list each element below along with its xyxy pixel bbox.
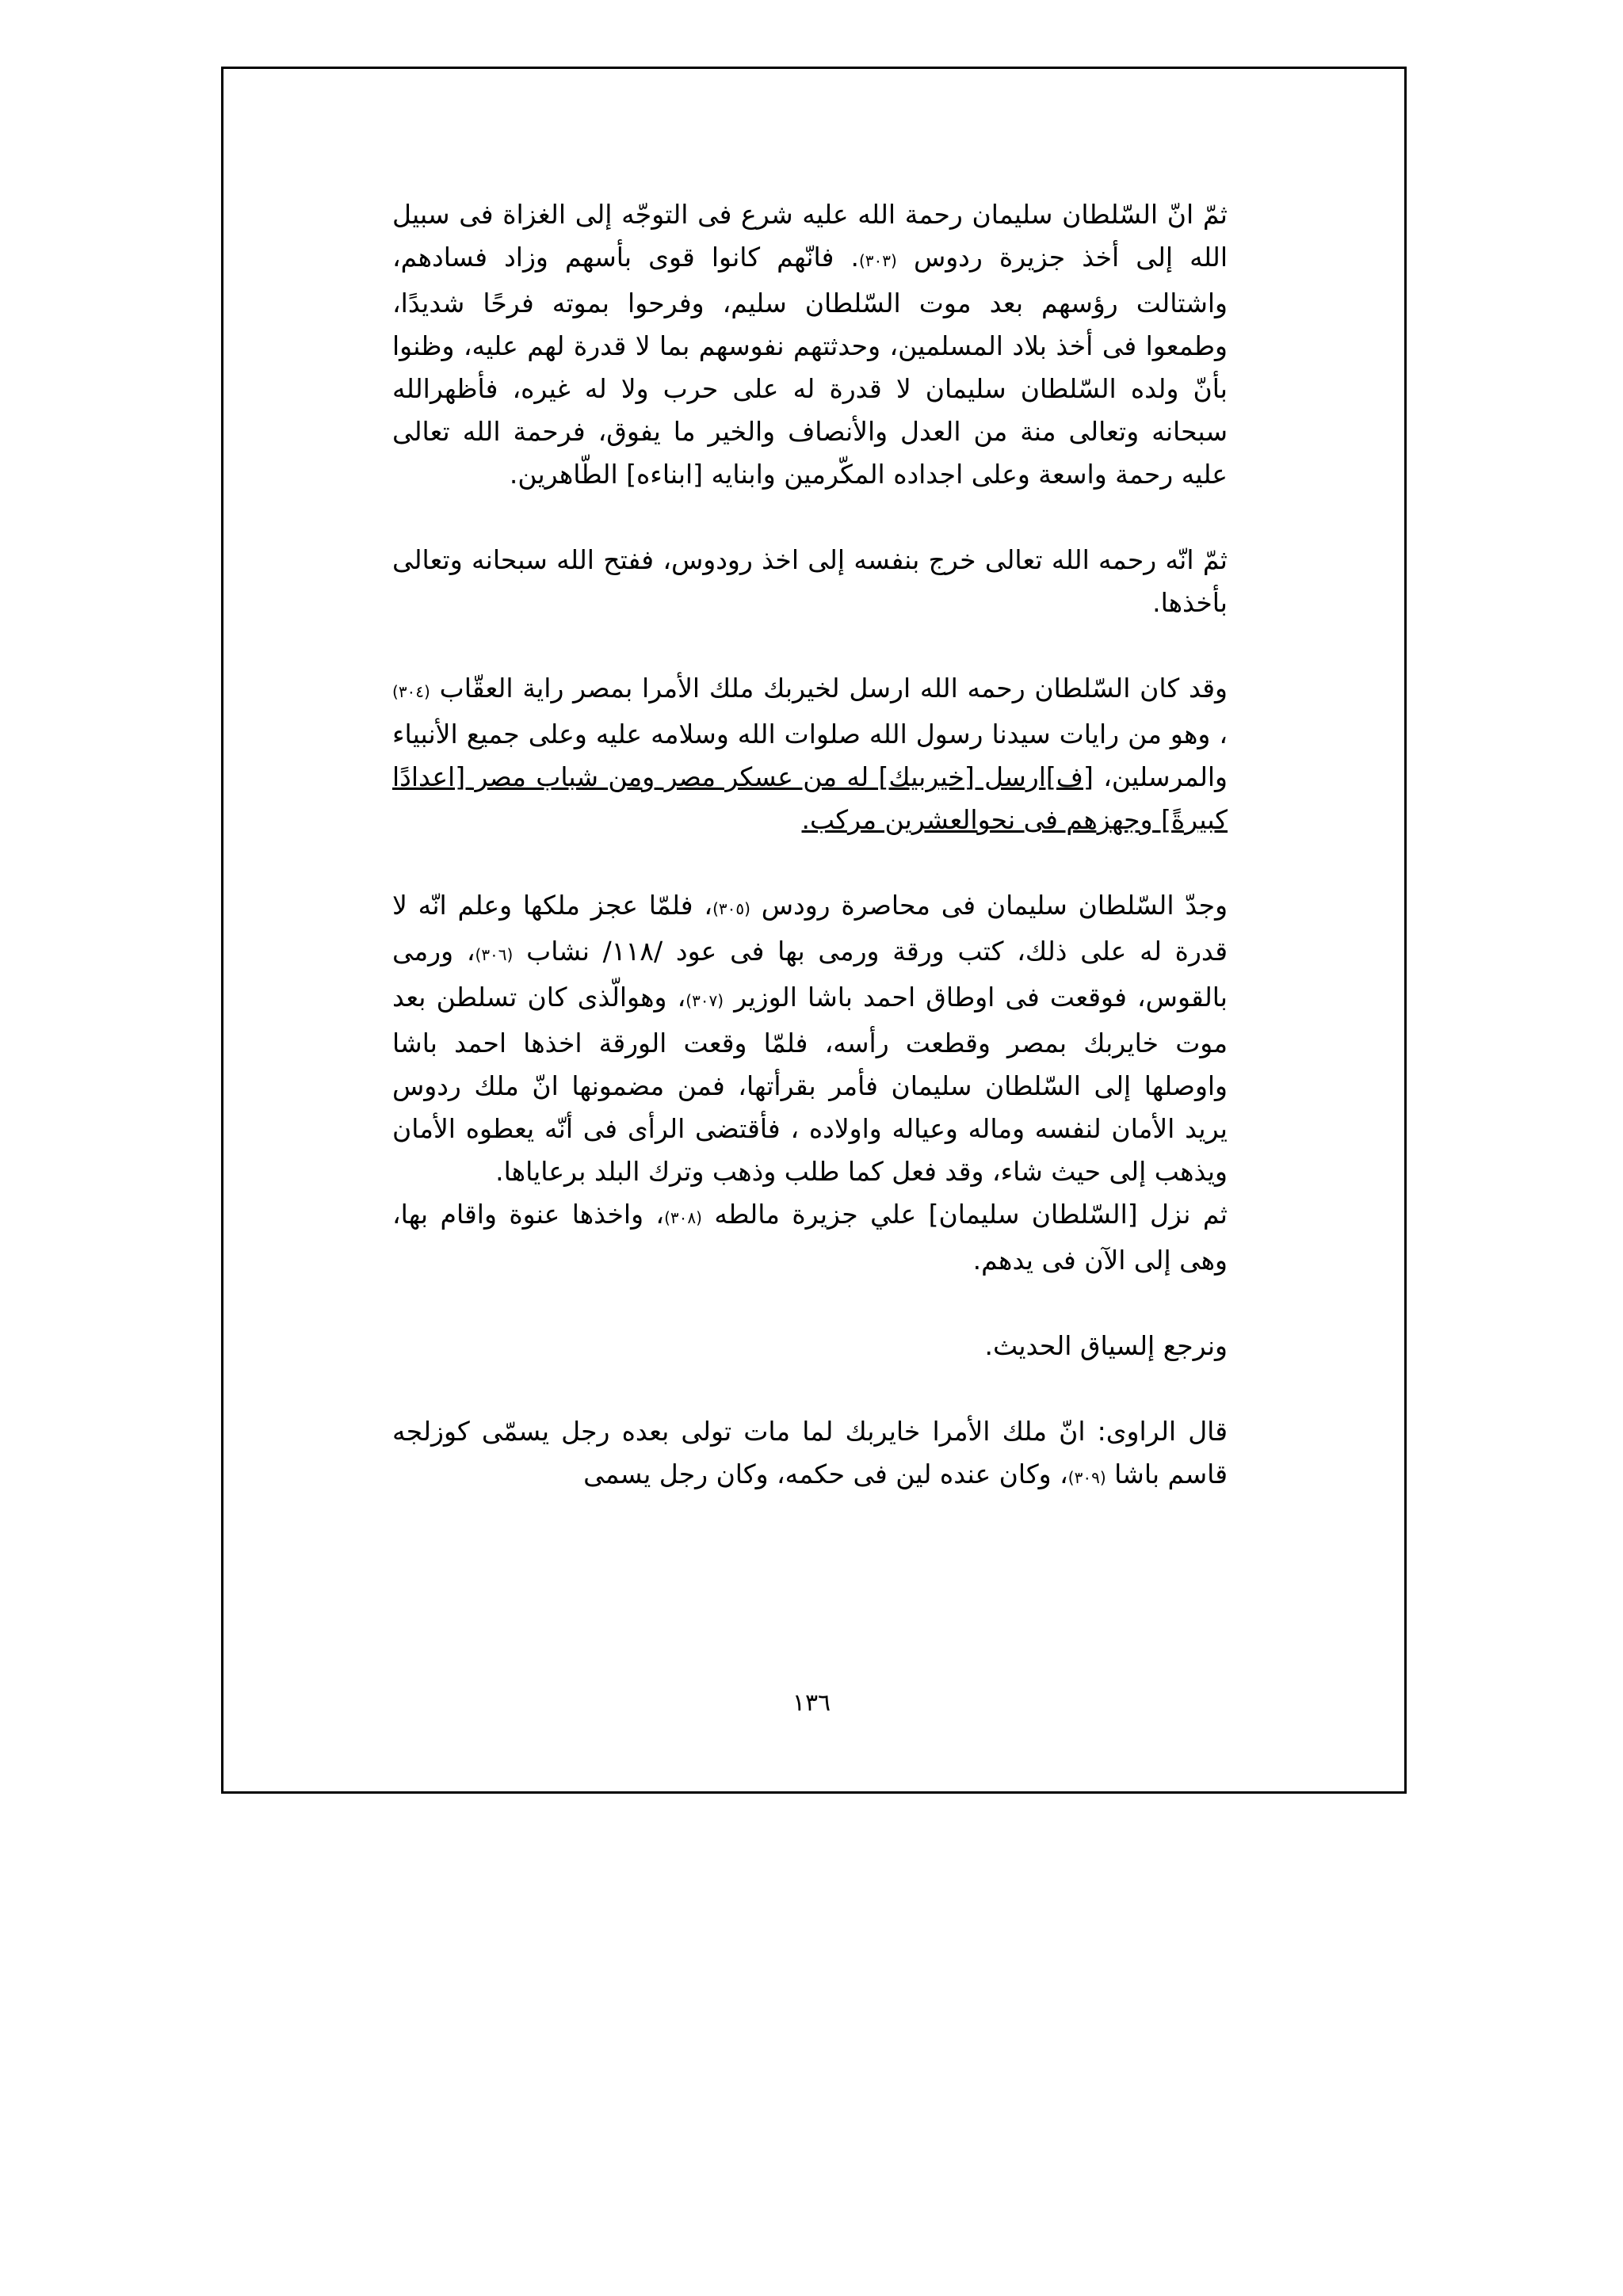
paragraph-6 (392, 1325, 1228, 1367)
footnote-marker: (٣٠٥) (712, 899, 750, 918)
paragraph-text: ، فلمّا عجز ملكها وعلم انّه لا قدرة له على ذلك، كتب ورقة ورمى بها فى عود /١١٨/ نشاب (392, 890, 1228, 967)
paragraph-text: وجدّ السّلطان سليمان فى محاصرة رودس (750, 890, 1228, 921)
paragraph-3 (392, 667, 1228, 841)
paragraph-4 (392, 884, 1228, 1193)
document-body (392, 193, 1228, 1499)
footnote-marker: (٣٠٣) (858, 251, 897, 270)
paragraph-text: . فانّهم كانوا قوى بأسهم وزاد فسادهم، واشتالت رؤسهم بعد موت السّلطان سليم، وفرحوا بموته فرحًا شديدًا، وطمعوا فى أخذ بلاد المسلمين، وحدثتهم نفوسهم بما لا قدرة لهم عليه، وظنوا بأنّ ولده السّلطان سليمان لا قدرة له على حرب ولا له غيره، فأظهرالله سبحانه وتعالى منة من العدل والأنصاف والخير ما يفوق، فرحمة الله تعالى عليه رحمة واسعة وعلى اجداده المكّرمين وابنايه [ابناءه] الطّاهرين. (392, 242, 1228, 490)
paragraph-7 (392, 1410, 1228, 1499)
paragraph-text: قال الراوى: انّ ملك الأمرا خايربك لما مات تولى بعده رجل يسمّى كوزلجه قاسم باشا (392, 1416, 1228, 1489)
paragraph-text: ثمّ انّ السّلطان سليمان رحمة الله عليه شرع فى التوجّه إلى الغزاة فى سبيل الله إلى أخذ جزيرة ردوس (392, 199, 1228, 273)
footnote-marker: (٣٠٦) (475, 945, 514, 964)
paragraph-text: ثمّ انّه رحمه الله تعالى خرج بنفسه إلى اخذ رودوس، ففتح الله سبحانه وتعالى بأخذها. (392, 544, 1228, 618)
paragraph-text: ، وكان عنده لين فى حكمه، وكان رجل يسمى (583, 1459, 1068, 1489)
footnote-marker: (٣٠٤) (392, 682, 430, 701)
paragraph-text: ، واخذها عنوة واقام بها، وهى إلى الآن فى يدهم. (392, 1199, 1228, 1276)
underlined-text: [ف]ارسل [خيربيك] له من عسكر مصر ومن شباب مصر [اعدادًا كبيرةً] وجهزهم فى نحوالعشرين مركب. (392, 761, 1228, 835)
paragraph-text: ونرجع إلسياق الحديث. (984, 1330, 1228, 1361)
paragraph-text: ، وهو من رايات سيدنا رسول الله صلوات الله وسلامه عليه وعلى جميع الأنبياء والمرسلين، (392, 719, 1228, 792)
paragraph-text: ، وهوالّذى كان تسلطن بعد موت خايربك بمصر وقطعت رأسه، فلمّا وقعت الورقة اخذها احمد باشا واوصلها إلى السّلطان سليمان فأمر بقرأتها، فمن مضمونها انّ ملك ردوس يريد الأمان لنفسه وماله وعياله واولاده ، فأقتضى الرأى فى أنّه يعطوه الأمان ويذهب إلى حيث شاء، وقد فعل كما طلب وذهب وترك البلد برعاياها. (392, 982, 1228, 1187)
footnote-marker: (٣٠٩) (1067, 1468, 1106, 1487)
paragraph-1 (392, 193, 1228, 496)
paragraph-2 (392, 539, 1228, 624)
footnote-marker: (٣٠٨) (664, 1208, 702, 1227)
paragraph-5 (392, 1193, 1228, 1282)
paragraph-text: ثم نزل [السّلطان سليمان] علي جزيرة مالطه (701, 1199, 1228, 1230)
footnote-marker: (٣٠٧) (685, 991, 724, 1010)
page-number: ١٣٦ (792, 1689, 831, 1717)
paragraph-text: ، ورمى بالقوس، فوقعت فى اوطاق احمد باشا الوزير (392, 936, 1228, 1013)
paragraph-text: وقد كان السّلطان رحمه الله ارسل لخيربك ملك الأمرا بمصر راية العقّاب (430, 673, 1228, 704)
